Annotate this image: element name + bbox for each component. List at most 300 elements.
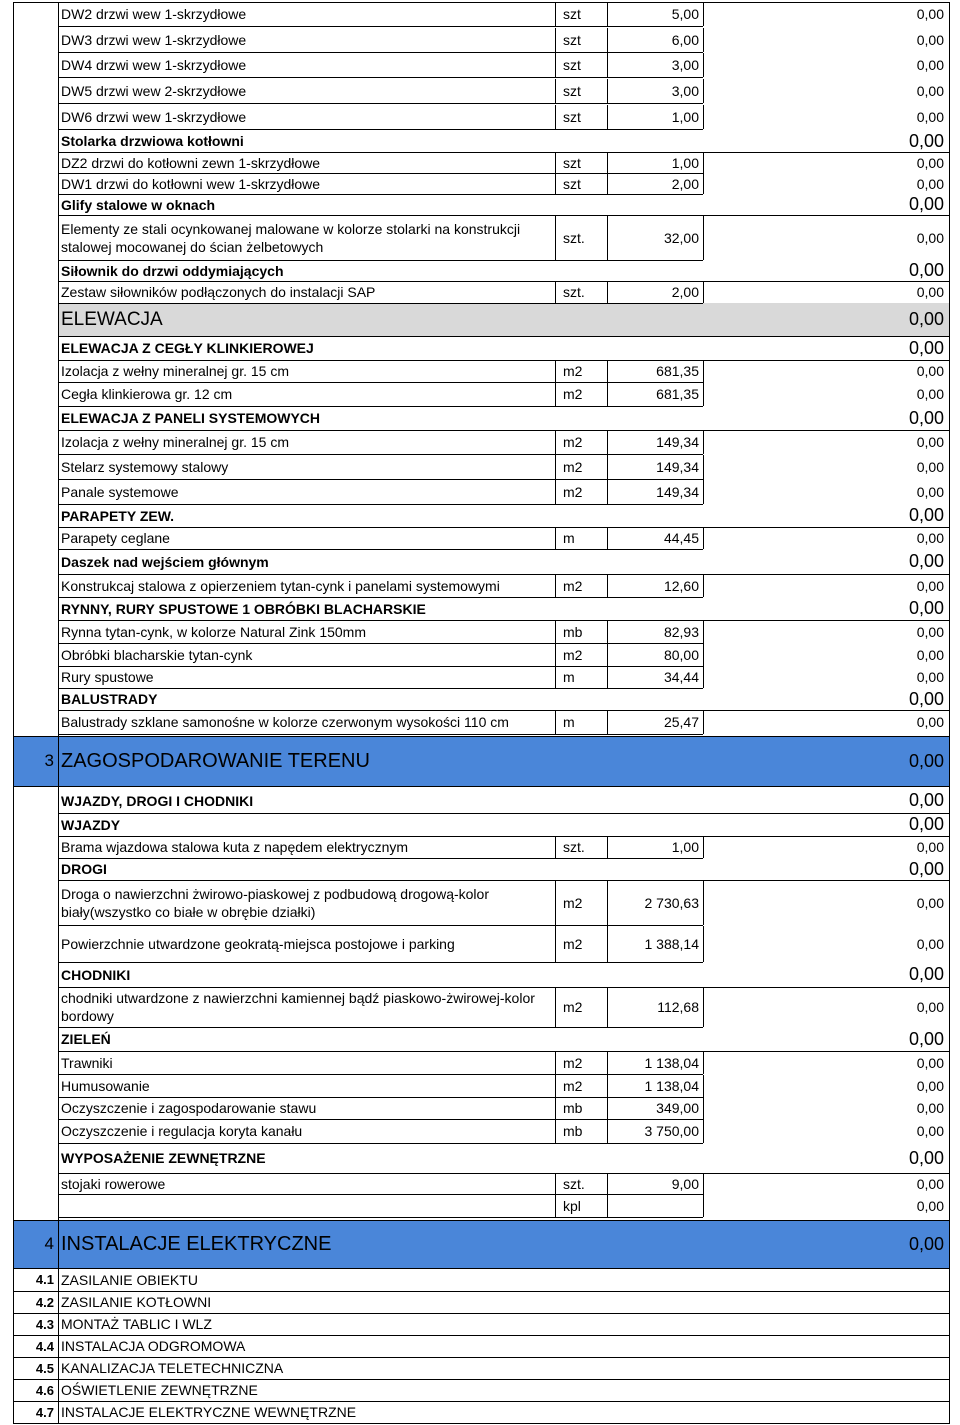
value-cell: 0,00: [908, 750, 944, 771]
heading-label: INSTALACJE ELEKTRYCZNE: [61, 1233, 332, 1255]
table-row: [0, 1075, 960, 1097]
unit-cell: mb: [563, 1123, 583, 1139]
grid-line: [58, 1051, 950, 1052]
grid-line: [703, 1194, 704, 1217]
table-row: [0, 382, 960, 406]
quantity-cell: 349,00: [656, 1100, 699, 1116]
item-description: Powierzchnie utwardzone geokratą-miejsca postojowe i parking: [61, 936, 455, 952]
table-row: [0, 1194, 960, 1217]
value-cell: 0,00: [916, 459, 944, 475]
grid-line: [703, 620, 704, 643]
quantity-cell: 3,00: [671, 83, 699, 99]
grid-line: [607, 152, 608, 173]
grid-line: [555, 53, 556, 77]
quantity-cell: 149,34: [656, 459, 699, 475]
item-number: 4.3: [35, 1316, 54, 1332]
grid-line: [607, 2, 608, 26]
item-description: Obróbki blacharskie tytan-cynk: [61, 646, 253, 663]
table-row: [0, 2, 960, 26]
value-cell: 0,00: [908, 337, 944, 358]
description-line-1: Droga o nawierzchni żwirowo-piaskowej z podbudową drogową-kolor: [61, 885, 489, 902]
grid-line: [555, 28, 556, 52]
subheading-row: [0, 962, 960, 987]
grid-line: [13, 1335, 950, 1336]
unit-cell: mb: [563, 623, 583, 640]
value-cell: 0,00: [916, 284, 944, 300]
grid-line: [58, 215, 950, 216]
value-cell: 0,00: [908, 551, 944, 571]
grid-line: [58, 710, 950, 711]
table-row: [0, 620, 960, 643]
unit-cell: szt.: [563, 839, 585, 855]
heading-label: ZASILANIE KOTŁOWNI: [61, 1294, 212, 1310]
grid-line: [58, 26, 703, 27]
table-row: [0, 1119, 960, 1143]
item-description: Panale systemowe: [61, 483, 179, 500]
item-description: Rury spustowe: [61, 669, 154, 685]
table-row: [0, 79, 960, 103]
item-description: DW6 drzwi wew 1-skrzydłowe: [61, 109, 247, 125]
grid-line: [607, 643, 608, 666]
grid-line: [703, 28, 704, 52]
value-cell: 0,00: [908, 309, 944, 329]
grid-line: [607, 430, 608, 454]
grid-line: [607, 28, 608, 52]
section-row: [0, 736, 960, 786]
value-cell: 0,00: [916, 936, 944, 952]
item-description: Rynna tytan-cynk, w kolorze Natural Zink 150mm: [61, 623, 366, 640]
grid-line: [607, 360, 608, 382]
unit-cell: m2: [563, 459, 583, 475]
grid-line: [13, 1220, 950, 1221]
grid-line: [607, 105, 608, 129]
unit-cell: szt: [563, 83, 581, 99]
value-cell: 0,00: [916, 530, 944, 546]
grid-line: [58, 620, 950, 621]
quantity-cell: 1,00: [671, 109, 699, 125]
heading-label: ELEWACJA Z PANELI SYSTEMOWYCH: [61, 410, 321, 426]
item-description: Izolacja z wełny mineralnej gr. 15 cm: [61, 363, 289, 379]
unit-cell: szt: [563, 154, 581, 171]
grid-line: [703, 880, 704, 925]
table-row: [0, 281, 960, 303]
grid-line: [58, 880, 950, 881]
value-cell: 0,00: [916, 577, 944, 594]
subheading-row: [0, 688, 960, 710]
value-cell: 0,00: [916, 6, 944, 22]
item-number: 3: [44, 751, 54, 770]
grid-line: [555, 836, 556, 858]
description-line-2: bordowy: [61, 1008, 114, 1024]
table-row: [0, 987, 960, 1027]
unit-cell: m: [563, 530, 575, 546]
grid-line: [13, 2, 14, 1423]
grid-line: [607, 79, 608, 103]
grid-line: [703, 430, 704, 454]
unit-cell: szt.: [563, 1175, 585, 1192]
heading-label: KANALIZACJA TELETECHNICZNA: [61, 1360, 284, 1376]
quantity-cell: 9,00: [671, 1175, 699, 1192]
unit-cell: m2: [563, 577, 583, 594]
value-cell: 0,00: [916, 1055, 944, 1071]
table-row: [0, 152, 960, 173]
grid-line: [58, 549, 703, 550]
grid-line: [58, 504, 703, 505]
grid-line: [607, 455, 608, 479]
grid-line: [555, 1075, 556, 1097]
quantity-cell: 82,93: [663, 623, 699, 640]
unit-cell: szt.: [563, 284, 585, 300]
grid-line: [555, 1119, 556, 1143]
subheading-row: [0, 130, 960, 152]
item-description: Oczyszczenie i regulacja koryta kanału: [61, 1123, 303, 1139]
heading-label: ELEWACJA: [61, 308, 163, 330]
grid-line: [58, 527, 950, 528]
unit-cell: m2: [563, 646, 583, 663]
grid-line: [607, 53, 608, 77]
grid-line: [555, 455, 556, 479]
item-number: 4.5: [35, 1360, 54, 1376]
quantity-cell: 3 750,00: [644, 1123, 699, 1139]
grid-line: [58, 281, 950, 282]
grid-line: [58, 1173, 950, 1174]
table-row: [0, 1097, 960, 1119]
item-description: DZ2 drzwi do kotłowni zewn 1-skrzydłowe: [61, 154, 321, 171]
quantity-cell: 681,35: [656, 363, 699, 379]
quantity-cell: 2 730,63: [644, 894, 699, 911]
quantity-cell: 32,00: [663, 229, 699, 246]
grid-line: [703, 360, 704, 382]
grid-line: [703, 527, 704, 549]
grid-line: [13, 1401, 950, 1402]
unit-cell: m2: [563, 363, 583, 379]
grid-line: [555, 710, 556, 734]
value-cell: 0,00: [916, 1078, 944, 1094]
value-cell: 0,00: [916, 1197, 944, 1214]
quantity-cell: 681,35: [656, 386, 699, 402]
grid-line: [555, 105, 556, 129]
value-cell: 0,00: [916, 229, 944, 246]
subheading-row: [0, 858, 960, 880]
item-description: Cegła klinkierowa gr. 12 cm: [61, 386, 233, 402]
heading-label: MONTAŻ TABLIC I WLZ: [61, 1316, 212, 1332]
value-cell: 0,00: [908, 858, 944, 879]
grid-line: [703, 215, 704, 260]
heading-label: Stolarka drzwiowa kotłowni: [61, 133, 244, 149]
unit-cell: m2: [563, 386, 583, 402]
quantity-cell: 44,45: [663, 530, 699, 546]
grid-line: [607, 1194, 608, 1217]
table-row: [0, 360, 960, 382]
grid-line: [555, 574, 556, 597]
subheading-row: [0, 194, 960, 215]
grid-line: [703, 79, 704, 103]
grid-line: [58, 858, 703, 859]
description-line-1: Elementy ze stali ocynkowanej malowane w kolorze stolarki na konstrukcji: [61, 220, 521, 237]
subsection-row: [0, 1335, 960, 1357]
value-cell: 0,00: [908, 505, 944, 525]
grid-line: [555, 215, 556, 260]
grid-line: [703, 1097, 704, 1119]
subsection-row: [0, 1291, 960, 1313]
item-description: Oczyszczenie i zagospodarowanie stawu: [61, 1100, 317, 1116]
grid-line: [58, 303, 703, 304]
value-cell: 0,00: [908, 964, 944, 984]
item-description: Brama wjazdowa stalowa kuta z napędem elektrycznym: [61, 839, 409, 855]
item-description: Humusowanie: [61, 1078, 150, 1094]
grid-line: [58, 260, 703, 261]
grid-line: [58, 194, 703, 195]
grid-line: [555, 79, 556, 103]
grid-line: [607, 710, 608, 734]
grid-line: [703, 152, 704, 173]
grid-line: [58, 360, 950, 361]
heading-label: ELEWACJA Z CEGŁY KLINKIEROWEJ: [61, 340, 314, 356]
value-cell: 0,00: [916, 894, 944, 911]
unit-cell: szt.: [563, 229, 585, 246]
subsection-row: [0, 1268, 960, 1291]
table-row: [0, 53, 960, 77]
table-row: [0, 1173, 960, 1194]
subheading-row: [0, 1027, 960, 1051]
quantity-cell: 25,47: [663, 714, 699, 730]
grid-line: [607, 215, 608, 260]
grid-line: [58, 1217, 703, 1218]
grid-line: [13, 1268, 950, 1269]
grid-line: [607, 880, 608, 925]
item-description: DW2 drzwi wew 1-skrzydłowe: [61, 6, 247, 22]
item-description: DW3 drzwi wew 1-skrzydłowe: [61, 32, 247, 48]
value-cell: 0,00: [916, 32, 944, 48]
value-cell: 0,00: [916, 83, 944, 99]
quantity-cell: 112,68: [657, 999, 699, 1015]
grid-line: [58, 813, 950, 814]
value-cell: 0,00: [916, 839, 944, 855]
grid-line: [703, 666, 704, 688]
grid-line: [555, 643, 556, 666]
item-description: DW4 drzwi wew 1-skrzydłowe: [61, 57, 247, 73]
grid-line: [703, 1173, 704, 1194]
unit-cell: szt: [563, 175, 581, 192]
subheading-row: [0, 406, 960, 430]
grid-line: [703, 105, 704, 129]
grid-line: [703, 574, 704, 597]
quantity-cell: 34,44: [663, 669, 699, 685]
grid-line: [607, 173, 608, 194]
item-description: Trawniki: [61, 1055, 113, 1071]
heading-label: WYPOSAŻENIE ZEWNĘTRZNE: [61, 1150, 266, 1166]
unit-cell: m2: [563, 999, 583, 1015]
grid-line: [703, 382, 704, 406]
section-row: [0, 1220, 960, 1268]
value-cell: 0,00: [916, 57, 944, 73]
value-cell: 0,00: [908, 688, 944, 709]
unit-cell: m2: [563, 936, 583, 952]
description-line-1: chodniki utwardzone z nawierzchni kamiennej bądź piaskowo-żwirowej-kolor: [61, 990, 535, 1006]
item-description: Balustrady szklane samonośne w kolorze czerwonym wysokości 110 cm: [61, 714, 509, 730]
grid-line: [58, 430, 950, 431]
grid-line: [607, 1075, 608, 1097]
quantity-cell: 80,00: [663, 646, 699, 663]
grid-line: [13, 1357, 950, 1358]
grid-line: [703, 455, 704, 479]
value-cell: 0,00: [916, 386, 944, 402]
item-number: 4.2: [35, 1294, 54, 1310]
item-description: [58, 1194, 555, 1217]
item-number: 4.1: [35, 1272, 54, 1287]
value-cell: 0,00: [916, 363, 944, 379]
quantity-cell: 5,00: [671, 6, 699, 22]
table-row: [0, 643, 960, 666]
grid-line: [703, 1052, 704, 1074]
table-row: [0, 455, 960, 479]
grid-line: [555, 1097, 556, 1119]
item-description: Izolacja z wełny mineralnej gr. 15 cm: [61, 434, 289, 450]
heading-label: PARAPETY ZEW.: [61, 507, 175, 524]
heading-label: INSTALACJA ODGROMOWA: [61, 1338, 246, 1354]
grid-line: [58, 597, 703, 598]
unit-cell: m2: [563, 1055, 583, 1071]
description-line-2: stalowej mocowanej do ścian żelbetowych: [61, 238, 324, 255]
unit-cell: m2: [563, 483, 583, 500]
value-cell: 0,00: [916, 154, 944, 171]
heading-label: ZIELEŃ: [61, 1031, 111, 1047]
quantity-cell: 1 138,04: [644, 1055, 699, 1071]
table-row: [0, 430, 960, 454]
value-cell: 0,00: [908, 814, 944, 834]
value-cell: 0,00: [908, 1233, 944, 1254]
grid-line: [13, 1379, 950, 1380]
table-row: [0, 574, 960, 597]
grid-line: [555, 620, 556, 643]
table-row: [0, 105, 960, 129]
grid-line: [58, 129, 703, 130]
heading-label: BALUSTRADY: [61, 691, 158, 707]
table-row: [0, 710, 960, 734]
subheading-row: [0, 504, 960, 527]
item-description: DW1 drzwi do kotłowni wew 1-skrzydłowe: [61, 175, 321, 192]
subheading-row: [0, 813, 960, 836]
grid-line: [607, 574, 608, 597]
grid-line: [13, 1313, 950, 1314]
quantity-cell: 1,00: [671, 839, 699, 855]
quantity-cell: 1,00: [671, 154, 699, 171]
grid-line: [703, 173, 704, 194]
grid-line: [703, 1075, 704, 1097]
heading-label: WJAZDY: [61, 816, 121, 833]
grid-line: [555, 926, 556, 962]
grid-line: [13, 786, 950, 787]
grid-line: [607, 926, 608, 962]
value-cell: 0,00: [908, 194, 944, 214]
grid-line: [555, 987, 556, 1027]
grid-line: [703, 281, 704, 303]
unit-cell: m2: [563, 1078, 583, 1094]
quantity-cell: 12,60: [663, 577, 699, 594]
unit-cell: szt: [563, 32, 581, 48]
grid-line: [607, 666, 608, 688]
grid-line: [607, 382, 608, 406]
grid-line: [58, 987, 950, 988]
grid-line: [58, 406, 703, 407]
subsection-row: [0, 1357, 960, 1379]
grid-line: [13, 1291, 950, 1292]
grid-line: [607, 527, 608, 549]
table-row: [0, 880, 960, 925]
grid-line: [703, 53, 704, 77]
value-cell: 0,00: [908, 790, 944, 810]
heading-label: DROGI: [61, 861, 107, 877]
item-description: Zestaw siłowników podłączonych do instalacji SAP: [61, 284, 376, 300]
quantity-cell: 2,00: [671, 284, 699, 300]
unit-cell: szt: [563, 109, 581, 125]
grid-line: [555, 666, 556, 688]
description-line-2: biały(wszystko co białe w obrębie działki): [61, 903, 316, 920]
grid-line: [58, 103, 703, 104]
table-row: [0, 1052, 960, 1074]
subheading-row: [0, 260, 960, 281]
grid-line: [703, 926, 704, 962]
item-description: [58, 215, 555, 260]
table-row: [0, 479, 960, 504]
quantity-cell: 149,34: [656, 483, 699, 500]
grid-line: [555, 1194, 556, 1217]
grid-line: [555, 880, 556, 925]
value-cell: 0,00: [916, 109, 944, 125]
quantity-cell: [607, 1194, 703, 1217]
heading-label: OŚWIETLENIE ZEWNĘTRZNE: [61, 1382, 258, 1398]
unit-cell: kpl: [563, 1197, 581, 1214]
grid-line: [703, 987, 704, 1027]
table-row: [0, 666, 960, 688]
item-description: [58, 880, 555, 925]
grid-line: [555, 281, 556, 303]
value-cell: 0,00: [908, 260, 944, 280]
grid-line: [607, 987, 608, 1027]
value-cell: 0,00: [908, 407, 944, 428]
grid-line: [555, 527, 556, 549]
subsection-row: [0, 1313, 960, 1335]
grid-line: [58, 1027, 703, 1028]
unit-cell: m2: [563, 434, 583, 450]
quantity-cell: 3,00: [671, 57, 699, 73]
grid-line: [607, 836, 608, 858]
heading-label: Daszek nad wejściem głównym: [61, 553, 269, 570]
grid-line: [58, 336, 950, 337]
quantity-cell: 2,00: [671, 175, 699, 192]
subheading-row: [0, 788, 960, 813]
value-cell: 0,00: [908, 1028, 944, 1049]
item-number: 4.6: [35, 1382, 54, 1398]
subsection-row: [0, 1379, 960, 1401]
heading-label: RYNNY, RURY SPUSTOWE 1 OBRÓBKI BLACHARSKIE: [61, 600, 426, 617]
grid-line: [555, 152, 556, 173]
grid-line: [703, 710, 704, 734]
table-row: [0, 926, 960, 962]
heading-label: WJAZDY, DROGI I CHODNIKI: [61, 792, 254, 809]
grid-line: [607, 1052, 608, 1074]
value-cell: 0,00: [916, 669, 944, 685]
value-cell: 0,00: [916, 1175, 944, 1192]
value-cell: 0,00: [916, 646, 944, 663]
grid-line: [58, 734, 703, 735]
unit-cell: m2: [563, 894, 583, 911]
value-cell: 0,00: [916, 1100, 944, 1116]
item-description: [58, 987, 555, 1027]
grid-line: [58, 1143, 703, 1144]
quantity-cell: 1 388,14: [644, 936, 699, 952]
unit-cell: szt: [563, 6, 581, 22]
